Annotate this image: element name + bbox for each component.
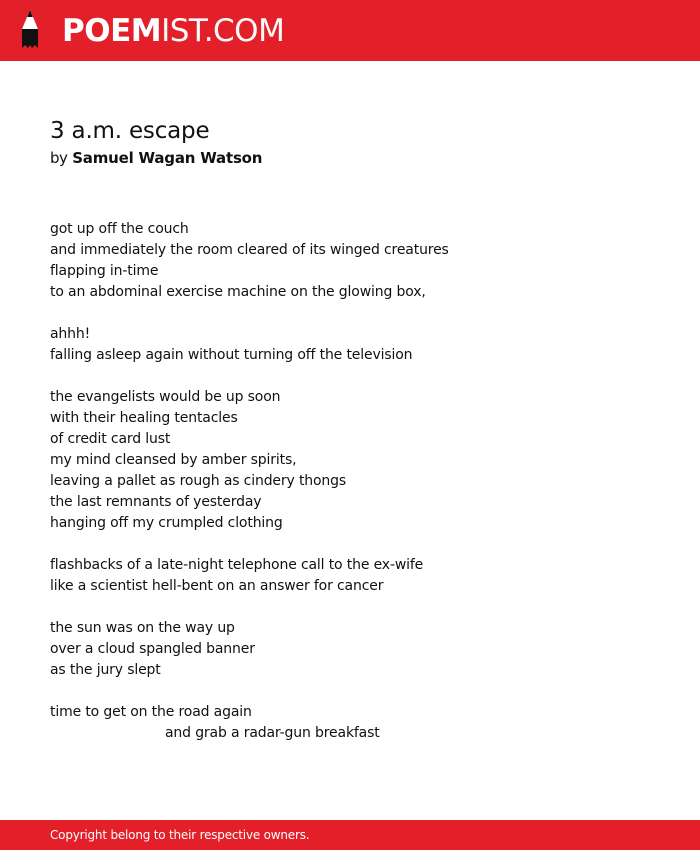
poem-title: 3 a.m. escape	[50, 118, 210, 144]
poem-line: as the jury slept	[50, 662, 161, 678]
site-header	[0, 0, 700, 61]
poem-line: ahhh!	[50, 326, 91, 342]
poem-line: of credit card lust	[50, 431, 171, 447]
stanza-6	[50, 702, 660, 744]
site-footer	[0, 820, 700, 850]
stanza-2	[50, 324, 660, 366]
poem-line: the sun was on the way up	[50, 620, 235, 636]
byline-prefix: by	[50, 149, 68, 167]
stanza-3	[50, 387, 660, 534]
poem-line: with their healing tentacles	[50, 410, 238, 426]
logo-bold-text: POEM	[62, 13, 162, 49]
poem-line: and immediately the room cleared of its winged creatures	[50, 242, 449, 258]
stanza-1	[50, 219, 660, 303]
byline	[50, 148, 262, 169]
pencil-icon	[18, 9, 42, 51]
poem-line: flapping in-time	[50, 263, 159, 279]
poem-line: the last remnants of yesterday	[50, 494, 262, 510]
poem-line: falling asleep again without turning off the television	[50, 347, 413, 363]
poem-line: the evangelists would be up soon	[50, 389, 281, 405]
poem-line-indented: and grab a radar-gun breakfast	[165, 725, 380, 741]
poem-line: hanging off my crumpled clothing	[50, 515, 283, 531]
poem-line: leaving a pallet as rough as cindery thongs	[50, 473, 347, 489]
logo-light-text: IST.COM	[161, 13, 285, 49]
poem-line: over a cloud spangled banner	[50, 641, 255, 657]
stanza-5	[50, 618, 660, 681]
poem-line: flashbacks of a late-night telephone call to the ex-wife	[50, 557, 424, 573]
poem-line: got up off the couch	[50, 221, 189, 237]
poem-line: to an abdominal exercise machine on the glowing box,	[50, 284, 426, 300]
author-name: Samuel Wagan Watson	[72, 149, 263, 167]
stanza-4	[50, 555, 660, 597]
poem-line: like a scientist hell-bent on an answer for cancer	[50, 578, 384, 594]
poem-line: time to get on the road again	[50, 704, 252, 720]
copyright-text: Copyright belong to their respective owners.	[50, 828, 310, 842]
site-logo-link[interactable]	[62, 11, 284, 51]
poem-line: my mind cleansed by amber spirits,	[50, 452, 297, 468]
poem-body	[50, 219, 660, 744]
